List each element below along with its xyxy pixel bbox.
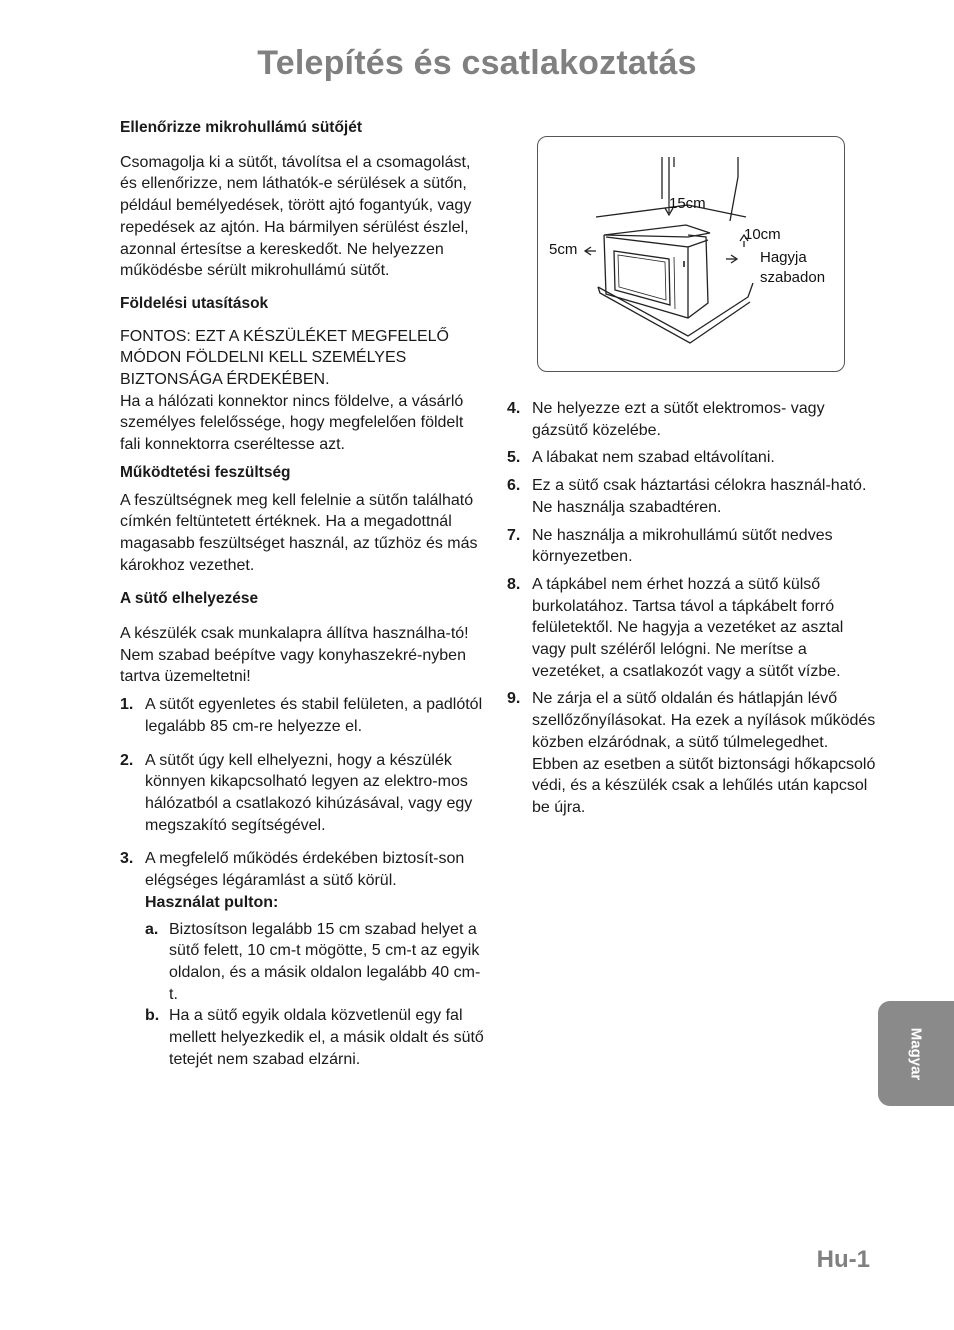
check-oven-text: Csomagolja ki a sütőt, távolítsa el a csomagolást, és ellenőrizze, nem láthatók-e sérülések a sütőn, például bemélyedések, törött ajtó fogantyúk, vagy repedések az ajtón. Ha bármilyen sérülést észlel, azonnal értesítse a kereskedőt. Ne helyezzen működésbe sérült mikrohullámú sütőt. bbox=[120, 153, 472, 280]
list-item-number: 4. bbox=[507, 400, 521, 417]
clearance-diagram bbox=[537, 136, 845, 372]
label-back-clearance: 10cm bbox=[744, 226, 781, 243]
list-item-number: 8. bbox=[507, 575, 521, 593]
grounding-warning: FONTOS: EZT A KÉSZÜLÉKET MEGFELELŐ MÓDON FÖLDELNI KELL SZEMÉLYES BIZTONSÁGA ÉRDEKÉBEN. bbox=[120, 327, 449, 389]
section-heading-voltage: Működtetési feszültség bbox=[120, 463, 291, 481]
sub-list-item-letter: b. bbox=[145, 1007, 160, 1025]
sub-list-item-text: Biztosítson legalább 15 cm szabad helyet a sütő felett, 10 cm-t mögötte, 5 cm-t az egyik oldalon, és a másik oldalon legalább 40 cm-t. bbox=[169, 920, 481, 1003]
section-heading-check-oven: Ellenőrizze mikrohullámú sütőjét bbox=[120, 119, 363, 136]
voltage-text: A feszültségnek meg kell felelnie a sütőn található címkén feltüntetett értéknek. Ha a megadottnál magasabb feszültséget használ, az tűzhöz és más károkhoz vezethet. bbox=[120, 491, 478, 574]
grounding-text: Ha a hálózati konnektor nincs földelve, a vásárló személyes felelőssége, hogy megfelelően földelt fali konnektorra cseréltesse azt. bbox=[120, 392, 464, 454]
list-item-number: 6. bbox=[507, 477, 521, 495]
section-heading-grounding: Földelési utasítások bbox=[120, 294, 269, 312]
list-item bbox=[507, 574, 877, 683]
list-item-number: 5. bbox=[507, 449, 521, 467]
label-top-clearance: 15cm bbox=[669, 195, 706, 212]
label-side-clearance: 5cm bbox=[549, 241, 578, 258]
list-item-number: 7. bbox=[507, 526, 521, 544]
list-item-text: A sütőt egyenletes és stabil felületen, a padlótól legalább 85 cm-re helyezze el. bbox=[145, 696, 483, 735]
list-item-text: A sütőt úgy kell elhelyezni, hogy a készülék könnyen kikapcsolható legyen az elektro-mos hálózatból a csatlakozó kihúzásával, vagy egy megszakító segítségével. bbox=[145, 751, 473, 834]
left-column bbox=[120, 117, 488, 1070]
list-item-number: 1. bbox=[120, 696, 134, 714]
label-leave-free: Hagyja szabadon bbox=[760, 249, 826, 286]
list-item-number: 3. bbox=[120, 850, 134, 868]
list-item bbox=[120, 848, 488, 913]
list-item bbox=[507, 447, 877, 469]
countertop-usage-label: Használat pulton: bbox=[145, 893, 279, 911]
placement-text: A készülék csak munkalapra állítva használha-tó! Nem szabad beépítve vagy konyhaszekré-nyben tartva üzemeltetni! bbox=[120, 625, 469, 686]
sub-list-item bbox=[145, 1005, 488, 1070]
sub-list-item bbox=[145, 919, 488, 1006]
list-item bbox=[507, 688, 877, 818]
list-item-text: Ne használja a mikrohullámú sütőt nedves környezetben. bbox=[532, 526, 833, 566]
page-number: Hu-1 bbox=[816, 1246, 870, 1273]
page-title: Telepítés és csatlakoztatás bbox=[257, 44, 697, 82]
list-item bbox=[507, 398, 877, 441]
list-item bbox=[507, 525, 877, 568]
list-item-text: Ne zárja el a sütő oldalán és hátlapján lévő szellőzőnyílásokat. Ha ezek a nyílások működés közben elzáródnak, a sütő túlmelegedhet. Ebben az esetben a sütőt biztonsági hőkapcsoló védi, és a készülék csak a lehűlés után kapcsol be újra. bbox=[532, 690, 876, 816]
list-item-text: Ez a sütő csak háztartási célokra használ-ható. Ne használja szabadtéren. bbox=[532, 477, 867, 516]
list-item-number: 2. bbox=[120, 751, 134, 769]
list-item-number: 9. bbox=[507, 690, 521, 708]
sub-list-item-text: Ha a sütő egyik oldala közvetlenül egy fal mellett helyezkedik el, a másik oldalt és sütő tetejét nem szabad elzárni. bbox=[169, 1007, 484, 1068]
language-tab bbox=[878, 1001, 954, 1106]
language-tab-label: Magyar bbox=[907, 1027, 925, 1080]
list-item bbox=[507, 475, 877, 518]
list-item-text: A lábakat nem szabad eltávolítani. bbox=[532, 449, 775, 467]
list-item-text: A tápkábel nem érhet hozzá a sütő külső burkolatához. Tartsa távol a tápkábelt forró felületektől. Ne hagyja a vezetéket az asztal vagy pult széléről lelógni. Ne merítse a vezetéket, a csatlakozót vagy a sütőt vízbe. bbox=[532, 575, 844, 680]
right-column bbox=[507, 398, 877, 819]
list-item bbox=[120, 750, 488, 837]
sub-list-item-letter: a. bbox=[145, 920, 159, 938]
list-item bbox=[120, 694, 488, 737]
list-item-text: Ne helyezze ezt a sütőt elektromos- vagy gázsütő közelébe. bbox=[532, 400, 825, 439]
section-heading-placement: A sütő elhelyezése bbox=[120, 590, 259, 608]
list-item-text: A megfelelő működés érdekében biztosít-son elégséges légáramlást a sütő körül. bbox=[145, 850, 465, 890]
